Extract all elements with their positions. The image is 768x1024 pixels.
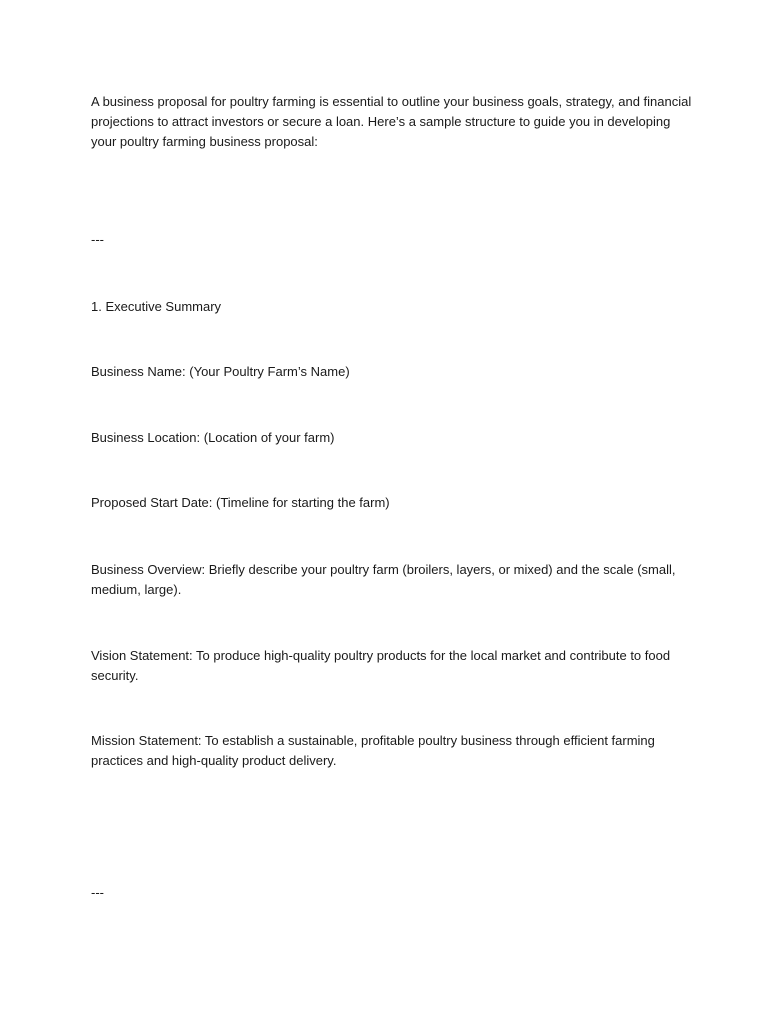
- business-overview-line-1: Business Overview: Briefly describe your poultry farm (broilers, layers, or mixed) and the scale (small,: [91, 562, 676, 577]
- intro-line-3: your poultry farming business proposal:: [91, 134, 318, 149]
- section-heading-executive-summary: 1. Executive Summary: [91, 299, 222, 314]
- intro-paragraph: [91, 92, 691, 152]
- separator-2: ---: [91, 885, 104, 900]
- intro-line-1: A business proposal for poultry farming is essential to outline your business goals, strategy, and financial: [91, 94, 692, 109]
- business-overview-paragraph: [91, 560, 691, 600]
- vision-statement-paragraph: [91, 646, 691, 686]
- intro-line-2: projections to attract investors or secure a loan. Here’s a sample structure to guide you in developing: [91, 114, 671, 129]
- proposed-start-date-line: Proposed Start Date: (Timeline for starting the farm): [91, 495, 390, 510]
- mission-statement-paragraph: [91, 731, 691, 771]
- business-overview-line-2: medium, large).: [91, 582, 182, 597]
- business-name-line: Business Name: (Your Poultry Farm’s Name): [91, 364, 350, 379]
- business-location-line: Business Location: (Location of your farm): [91, 430, 335, 445]
- vision-statement-line-2: security.: [91, 668, 139, 683]
- vision-statement-line-1: Vision Statement: To produce high-quality poultry products for the local market and contribute to food: [91, 648, 671, 663]
- mission-statement-line-2: practices and high-quality product delivery.: [91, 753, 337, 768]
- separator-1: ---: [91, 232, 104, 247]
- mission-statement-line-1: Mission Statement: To establish a sustainable, profitable poultry business through efficient farming: [91, 733, 655, 748]
